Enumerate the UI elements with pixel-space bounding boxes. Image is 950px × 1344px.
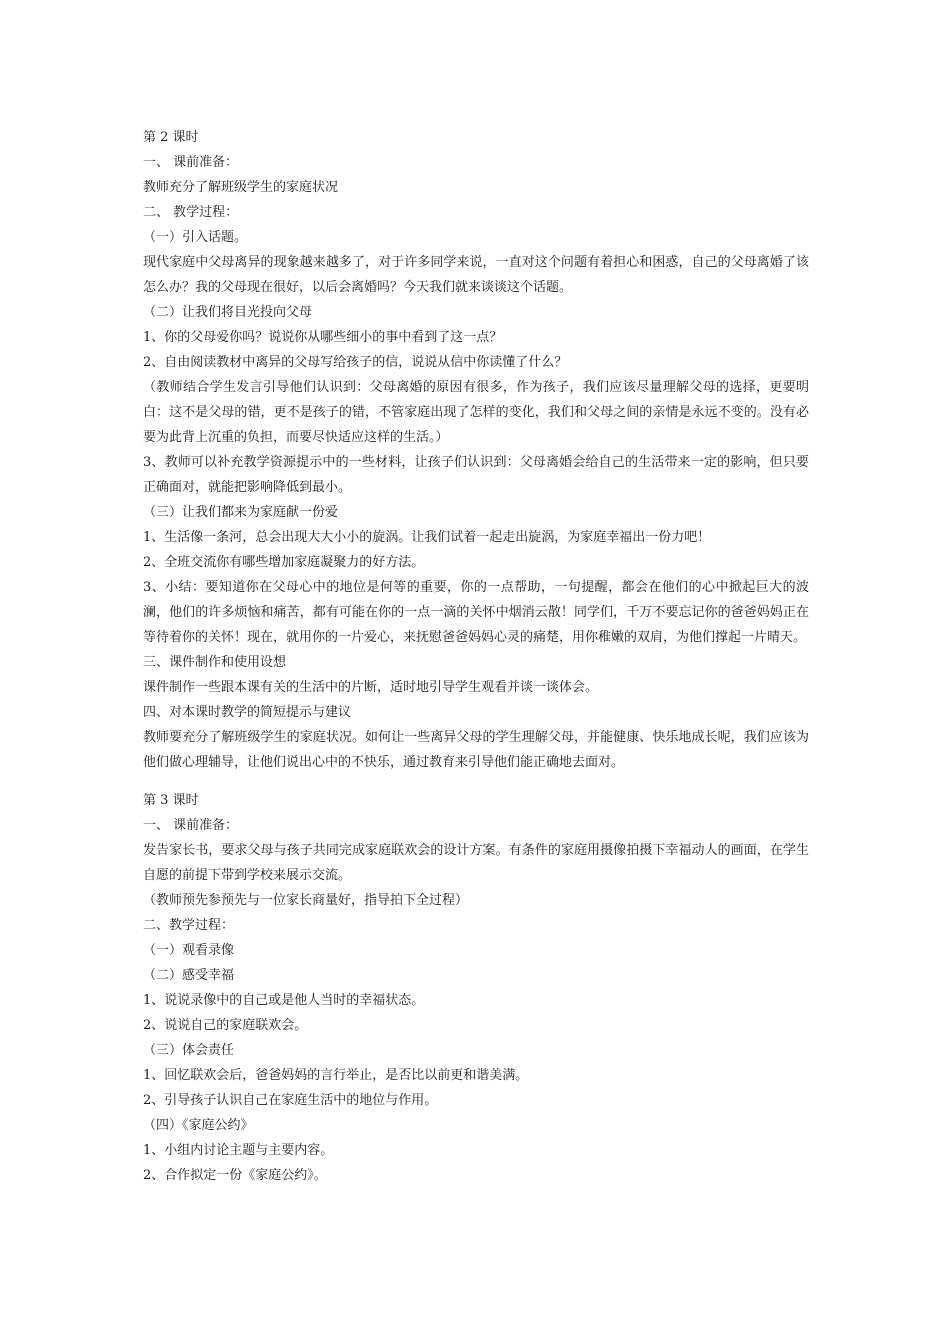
lesson2-part2-note: （教师结合学生发言引导他们认识到：父母离婚的原因有很多，作为孩子，我们应该尽量理解父母的选择，更要明白：这不是父母的错，更不是孩子的错，不管家庭出现了怎样的变化，我们和父母之间的亲情是永远不变的。没有必要为此背上沉重的负担，而要尽快适应这样的生活。） — [143, 380, 809, 445]
lesson3-part3-item1: 1、回忆联欢会后，爸爸妈妈的言行举止，是否比以前更和谐美满。 — [143, 1068, 529, 1083]
lesson3-title: 第 3 课时 — [143, 793, 199, 808]
lesson2-part2-item2: 2、自由阅读教材中离异的父母写给孩子的信，说说从信中你读懂了什么？ — [143, 355, 568, 370]
lesson2-part3-item3: 3、小结：要知道你在父母心中的地位是何等的重要，你的一点帮助，一句提醒，都会在他们的心中掀起巨大的波澜，他们的许多烦恼和痛苦，都有可能在你的一点一滴的关怀中烟消云散！同学们，千万不要忘记你的爸爸妈妈正在等待着你的关怀！现在，就用你的一片爱心，来抚慰爸爸妈妈心灵的痛楚，用你稚嫩的双肩，为他们撑起一片晴天。 — [143, 580, 809, 645]
lesson3-prep-note: （教师预先参预先与一位家长商量好，指导拍下全过程） — [143, 893, 469, 908]
lesson2-title: 第 2 课时 — [143, 130, 199, 145]
lesson2-process-heading: 二、 教学过程： — [143, 205, 239, 220]
lesson3-part2-heading: （二）感受幸福 — [143, 968, 235, 983]
lesson3-part4-item2: 2、合作拟定一份《家庭公约》。 — [143, 1168, 327, 1183]
lesson3-part2-item1: 1、说说录像中的自己或是他人当时的幸福状态。 — [143, 993, 425, 1008]
lesson2-prep-heading: 一、 课前准备： — [143, 155, 239, 170]
lesson2-part2-item1: 1、你的父母爱你吗？说说你从哪些细小的事中看到了这一点？ — [143, 330, 503, 345]
lesson3-part1-heading: （一）观看录像 — [143, 943, 235, 958]
lesson3-process-heading: 二、教学过程： — [143, 918, 235, 933]
document-page — [143, 125, 809, 1188]
lesson2-section4-heading: 四、对本课时教学的简短提示与建议 — [143, 705, 352, 720]
lesson3-part3-item2: 2、引导孩子认识自己在家庭生活中的地位与作用。 — [143, 1093, 438, 1108]
lesson3-part2-item2: 2、说说自己的家庭联欢会。 — [143, 1018, 308, 1033]
lesson2-part3-item2: 2、全班交流你有哪些增加家庭凝聚力的好方法。 — [143, 555, 425, 570]
lesson3-part4-heading: （四）《家庭公约》 — [143, 1118, 254, 1133]
lesson3-part4-item1: 1、小组内讨论主题与主要内容。 — [143, 1143, 334, 1158]
lesson2-part2-heading: （二）让我们将目光投向父母 — [143, 305, 313, 320]
lesson2-part1-text: 现代家庭中父母离异的现象越来越多了，对于许多同学来说，一直对这个问题有着担心和困惑，自己的父母离婚了该怎么办？我的父母现在很好，以后会离婚吗？今天我们就来谈谈这个话题。 — [143, 255, 809, 295]
lesson2-part3-item1: 1、生活像一条河，总会出现大大小小的旋涡。让我们试着一起走出旋涡，为家庭幸福出一份力吧！ — [143, 530, 711, 545]
lesson3-prep-heading: 一、 课前准备： — [143, 818, 239, 833]
lesson2-prep-text: 教师充分了解班级学生的家庭状况 — [143, 180, 339, 195]
lesson2-section3-text: 课件制作一些跟本课有关的生活中的片断，适时地引导学生观看并谈一谈体会。 — [143, 680, 599, 695]
lesson3-part3-heading: （三）体会责任 — [143, 1043, 235, 1058]
lesson2-part2-item3: 3、教师可以补充教学资源提示中的一些材料，让孩子们认识到：父母离婚会给自己的生活带来一定的影响，但只要正确面对，就能把影响降低到最小。 — [143, 455, 809, 495]
section-gap — [143, 775, 809, 788]
lesson3-prep-text: 发告家长书，要求父母与孩子共同完成家庭联欢会的设计方案。有条件的家庭用摄像拍摄下幸福动人的画面，在学生自愿的前提下带到学校来展示交流。 — [143, 843, 809, 883]
lesson2-part1-heading: （一）引入话题。 — [143, 230, 248, 245]
lesson2-section4-text: 教师要充分了解班级学生的家庭状况。如何让一些离异父母的学生理解父母，并能健康、快乐地成长呢，我们应该为他们做心理辅导，让他们说出心中的不快乐，通过教育来引导他们能正确地去面对。 — [143, 730, 809, 770]
lesson2-part3-heading: （三）让我们都来为家庭献一份爱 — [143, 505, 339, 520]
lesson2-section3-heading: 三、课件制作和使用设想 — [143, 655, 287, 670]
